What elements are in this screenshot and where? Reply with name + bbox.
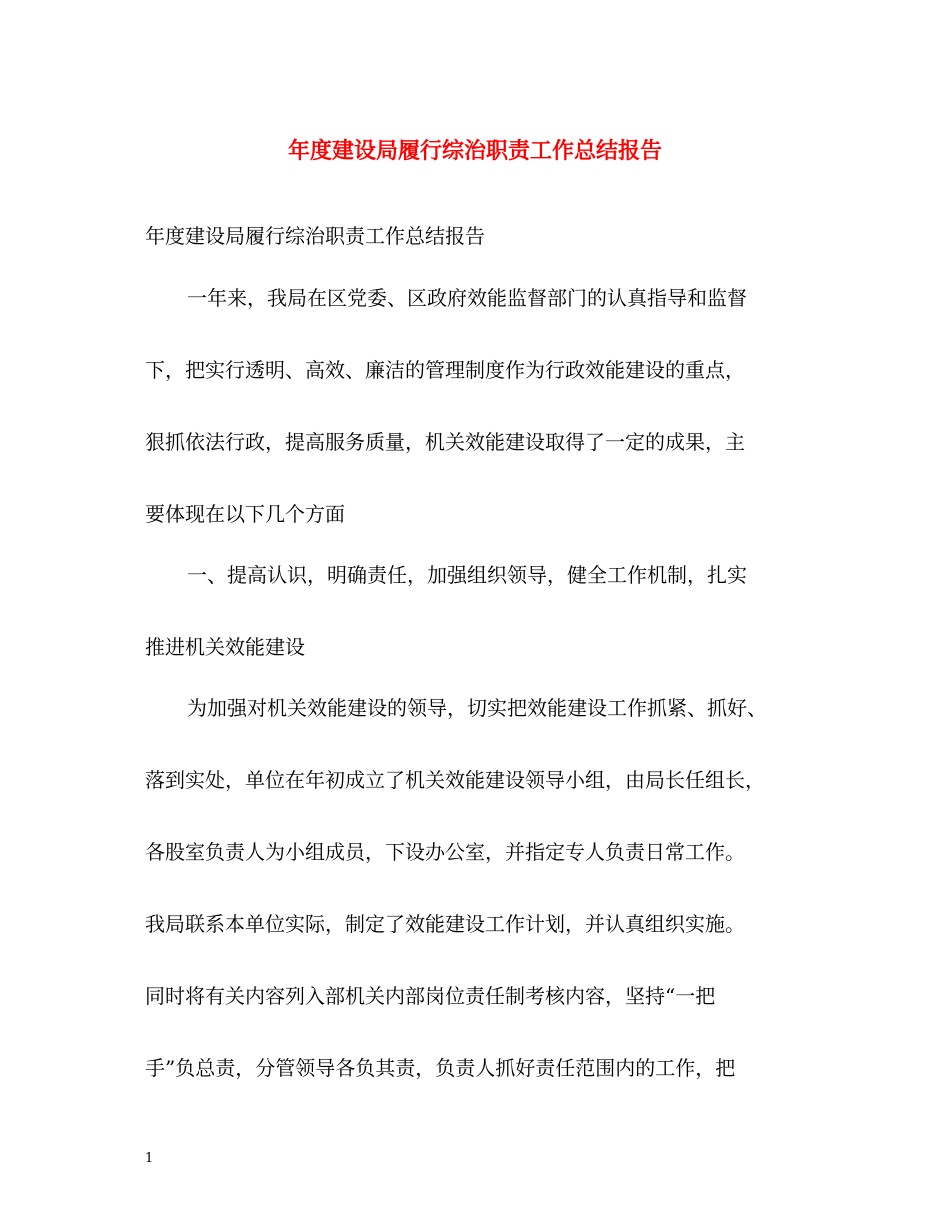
- body-line-6: 推进机关效能建设: [145, 635, 305, 659]
- body-line-9: 各股室负责人为小组成员，下设办公室，并指定专人负责日常工作。: [145, 840, 745, 864]
- body-line-3: 狠抓依法行政，提高服务质量，机关效能建设取得了一定的成果，主: [145, 430, 745, 454]
- body-line-7: 为加强对机关效能建设的领导，切实把效能建设工作抓紧、抓好、: [187, 696, 767, 720]
- document-subtitle: 年度建设局履行综治职责工作总结报告: [145, 224, 485, 248]
- body-line-8: 落到实处，单位在年初成立了机关效能建设领导小组，由局长任组长，: [145, 768, 765, 792]
- body-line-4: 要体现在以下几个方面: [145, 502, 345, 526]
- body-line-5: 一、提高认识，明确责任，加强组织领导，健全工作机制，扎实: [187, 563, 747, 587]
- body-line-1: 一年来，我局在区党委、区政府效能监督部门的认真指导和监督: [187, 286, 747, 310]
- body-line-11: 同时将有关内容列入部机关内部岗位责任制考核内容，坚持“一把: [145, 984, 716, 1008]
- body-line-12: 手”负总责，分管领导各负其责，负责人抓好责任范围内的工作，把: [145, 1056, 736, 1080]
- document-title: 年度建设局履行综治职责工作总结报告: [287, 138, 662, 164]
- body-line-10: 我局联系本单位实际，制定了效能建设工作计划，并认真组织实施。: [145, 912, 745, 936]
- page-number: 1: [145, 1151, 154, 1166]
- body-line-2: 下，把实行透明、高效、廉洁的管理制度作为行政效能建设的重点，: [145, 358, 745, 382]
